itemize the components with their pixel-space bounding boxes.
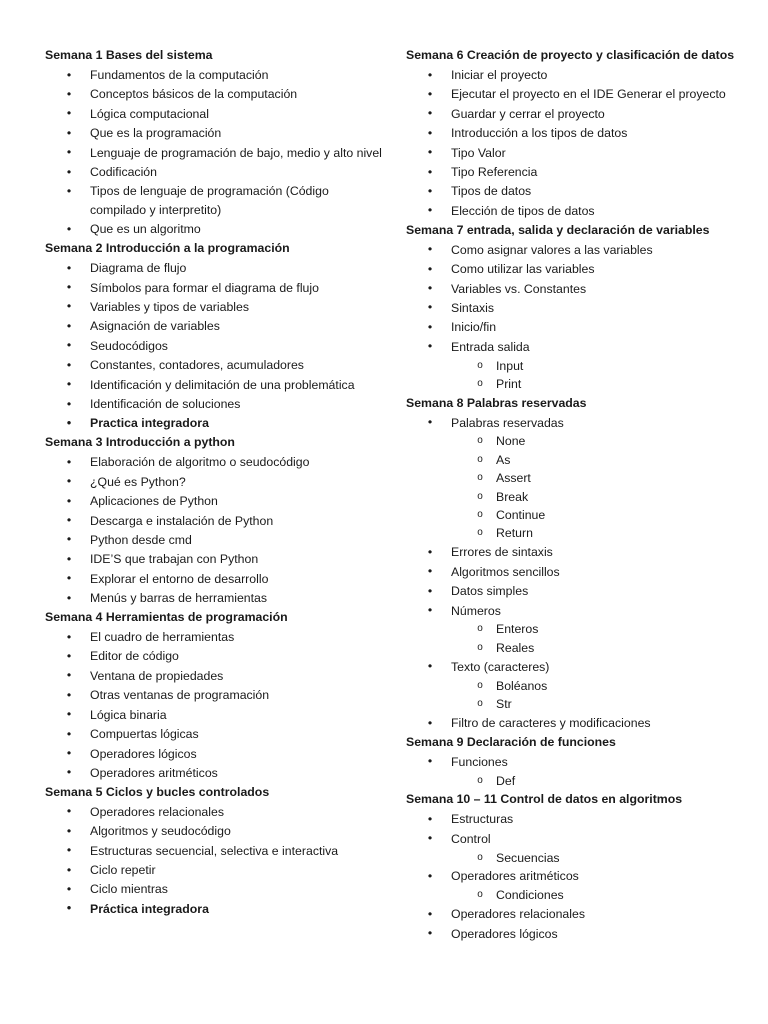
list-item-text: Filtro de caracteres y modificaciones	[451, 716, 651, 730]
bullet-icon: •	[427, 868, 433, 883]
list-item-text: Tipos de datos	[451, 184, 532, 199]
bullet-icon: •	[66, 454, 72, 469]
week-title: Semana 5 Ciclos y bucles controlados	[45, 784, 270, 799]
list-item-text: Conceptos básicos de la computación	[90, 87, 298, 102]
list-item	[406, 143, 746, 162]
bullet-icon: •	[66, 823, 72, 838]
bullet-icon: •	[66, 726, 72, 741]
bullet-icon: •	[427, 544, 433, 559]
bullet-icon: •	[66, 377, 72, 392]
sub-list-item-text: Boléanos	[496, 678, 548, 693]
list-item	[45, 104, 385, 123]
week-section	[406, 46, 746, 221]
topic-list	[406, 752, 746, 790]
list-item-text: Estructuras secuencial, selectiva e interactiva	[90, 843, 339, 858]
topic-list	[45, 66, 385, 240]
list-item-text: Ciclo mientras	[90, 882, 168, 897]
list-item	[406, 562, 746, 581]
list-item-text: Introducción a los tipos de datos	[451, 126, 628, 141]
list-item-text: Lenguaje de programación de bajo, medio y alto nivel	[90, 145, 382, 160]
list-item-text: Tipo Valor	[451, 145, 506, 160]
week-section	[406, 394, 746, 733]
bullet-icon: •	[427, 183, 433, 198]
bullet-icon: •	[66, 318, 72, 333]
topic-list	[45, 628, 385, 783]
list-item-text: Símbolos para formar el diagrama de flujo	[90, 280, 319, 295]
circle-bullet-icon: o	[477, 472, 483, 484]
bullet-icon: •	[427, 339, 433, 354]
bullet-icon: •	[66, 338, 72, 353]
sub-list-item-text: Input	[496, 358, 524, 373]
list-item	[406, 85, 746, 104]
circle-bullet-icon: o	[477, 527, 483, 539]
bullet-icon: •	[66, 221, 72, 236]
list-item-text: Funciones	[451, 754, 508, 769]
list-item	[406, 810, 746, 829]
list-item-text: Ventana de propiedades	[90, 668, 224, 683]
bullet-icon: •	[427, 164, 433, 179]
circle-bullet-icon: o	[477, 641, 483, 653]
circle-bullet-icon: o	[477, 378, 483, 390]
list-item-text: Menús y barras de herramientas	[90, 591, 268, 606]
list-item	[45, 66, 385, 85]
bullet-icon: •	[427, 319, 433, 334]
list-item-text: Elaboración de algoritmo o seudocódigo	[90, 455, 310, 470]
sub-list-item-text: As	[496, 452, 511, 467]
list-item	[45, 182, 385, 220]
week-section	[406, 221, 746, 394]
bullet-icon: •	[427, 242, 433, 257]
list-item	[45, 686, 385, 705]
list-item-text: Lógica binaria	[90, 707, 167, 722]
week-title: Semana 2 Introducción a la programación	[45, 241, 290, 256]
bullet-icon: •	[427, 603, 433, 618]
list-item-text: Python desde cmd	[90, 532, 192, 547]
list-item-text: Fundamentos de la computación	[90, 68, 269, 82]
bullet-icon: •	[66, 67, 72, 82]
left-column	[45, 46, 385, 919]
week-section	[406, 790, 746, 943]
bullet-icon: •	[66, 125, 72, 140]
bullet-icon: •	[66, 804, 72, 819]
circle-bullet-icon: o	[477, 490, 483, 502]
list-item	[406, 260, 746, 279]
bullet-icon: •	[427, 564, 433, 579]
list-item-text: Algoritmos y seudocódigo	[90, 824, 231, 839]
sub-list-item	[406, 432, 746, 450]
list-item-text: Diagrama de flujo	[90, 261, 187, 276]
sub-list-item	[406, 357, 746, 375]
list-item	[45, 744, 385, 763]
week-title: Semana 3 Introducción a python	[45, 435, 235, 450]
bullet-icon: •	[66, 513, 72, 528]
bullet-icon: •	[427, 583, 433, 598]
list-item	[45, 511, 385, 530]
bullet-icon: •	[427, 754, 433, 769]
sub-list-item	[406, 849, 746, 867]
sub-list-item	[406, 506, 746, 524]
bullet-icon: •	[66, 532, 72, 547]
bullet-icon: •	[427, 281, 433, 296]
list-item	[45, 589, 385, 608]
list-item-text: Sintaxis	[451, 300, 495, 315]
list-item-text: Operadores lógicos	[451, 926, 558, 941]
list-item	[406, 924, 746, 943]
list-item-text: Explorar el entorno de desarrollo	[90, 571, 269, 586]
bullet-icon: •	[66, 648, 72, 663]
list-item-text: Tipos de lenguaje de programación (Código compilado y interpretito)	[90, 184, 329, 217]
sub-list-item-text: None	[496, 434, 526, 449]
list-item	[45, 705, 385, 724]
bullet-icon: •	[66, 843, 72, 858]
list-item-text: Guardar y cerrar el proyecto	[451, 106, 605, 121]
list-item-text: Ejecutar el proyecto en el IDE Generar el proyecto	[451, 87, 726, 102]
bullet-icon: •	[427, 831, 433, 846]
bullet-icon: •	[66, 493, 72, 508]
list-item	[406, 829, 746, 848]
circle-bullet-icon: o	[477, 359, 483, 371]
bullet-icon: •	[66, 260, 72, 275]
bullet-icon: •	[66, 765, 72, 780]
sub-list-item-text: Reales	[496, 640, 535, 655]
topic-list	[406, 413, 746, 733]
list-item	[45, 356, 385, 375]
sub-list-item-text: Condiciones	[496, 888, 564, 903]
sub-list-item-text: Secuencias	[496, 850, 560, 865]
list-item	[45, 220, 385, 239]
bullet-icon: •	[66, 106, 72, 121]
list-item-text: Control	[451, 831, 491, 846]
list-item-text: Iniciar el proyecto	[451, 68, 548, 82]
list-item-text: Errores de sintaxis	[451, 545, 553, 560]
sub-list-item	[406, 620, 746, 638]
list-item-text: Operadores relacionales	[90, 804, 224, 819]
circle-bullet-icon: o	[477, 435, 483, 447]
week-section	[45, 608, 385, 783]
list-item-text: Que es la programación	[90, 126, 222, 141]
list-item-text: Compuertas lógicas	[90, 727, 199, 742]
circle-bullet-icon: o	[477, 453, 483, 465]
bullet-icon: •	[427, 86, 433, 101]
list-item	[45, 899, 385, 918]
week-section	[45, 433, 385, 608]
bullet-icon: •	[66, 164, 72, 179]
bullet-icon: •	[427, 715, 433, 730]
list-item-text: Tipo Referencia	[451, 165, 538, 180]
bullet-icon: •	[66, 299, 72, 314]
sub-list-item-text: Continue	[496, 508, 546, 523]
list-item-text: Estructuras	[451, 812, 514, 827]
bullet-icon: •	[427, 415, 433, 429]
list-item	[45, 530, 385, 549]
sub-list-item	[406, 772, 746, 790]
list-item-text: Editor de código	[90, 649, 179, 664]
list-item-text: Operadores aritméticos	[90, 765, 218, 780]
bullet-icon: •	[427, 106, 433, 121]
list-item	[406, 543, 746, 562]
bullet-icon: •	[427, 659, 433, 674]
list-item-text: Elección de tipos de datos	[451, 203, 595, 218]
week-title: Semana 1 Bases del sistema	[45, 48, 213, 62]
list-item	[406, 104, 746, 123]
list-item-text: Ciclo repetir	[90, 863, 156, 878]
list-item	[406, 714, 746, 733]
bullet-icon: •	[66, 862, 72, 877]
list-item	[45, 763, 385, 782]
week-section	[45, 783, 385, 919]
list-item	[45, 569, 385, 588]
list-item	[406, 752, 746, 771]
sub-list-item-text: Return	[496, 526, 533, 541]
bullet-icon: •	[66, 280, 72, 295]
list-item-text: Palabras reservadas	[451, 415, 564, 430]
list-item	[406, 657, 746, 676]
list-item	[45, 453, 385, 472]
bullet-icon: •	[427, 906, 433, 921]
sub-list-item	[406, 469, 746, 487]
week-title: Semana 6 Creación de proyecto y clasificación de datos	[406, 48, 735, 62]
list-item	[45, 336, 385, 355]
list-item	[45, 647, 385, 666]
list-item	[45, 666, 385, 685]
week-section	[45, 239, 385, 433]
list-item-text: Lógica computacional	[90, 106, 209, 121]
list-item	[45, 259, 385, 278]
circle-bullet-icon: o	[477, 509, 483, 521]
list-item-text: ¿Qué es Python?	[90, 474, 186, 489]
list-item	[45, 375, 385, 394]
list-item-text: Texto (caracteres)	[451, 659, 550, 674]
bullet-icon: •	[66, 145, 72, 160]
circle-bullet-icon: o	[477, 889, 483, 901]
list-item	[45, 317, 385, 336]
sub-list-item	[406, 524, 746, 542]
topic-list	[45, 802, 385, 918]
list-item	[406, 240, 746, 259]
bullet-icon: •	[427, 261, 433, 276]
list-item-text: Identificación de soluciones	[90, 397, 241, 411]
list-item	[406, 582, 746, 601]
week-section	[45, 46, 385, 239]
bullet-icon: •	[427, 300, 433, 315]
list-item	[45, 492, 385, 511]
bullet-icon: •	[66, 396, 72, 411]
sub-list-item	[406, 488, 746, 506]
sub-list-item-text: Def	[496, 773, 516, 788]
list-item	[45, 550, 385, 569]
bullet-icon: •	[66, 629, 72, 644]
list-item	[45, 802, 385, 821]
list-item-text: Inicio/fin	[451, 320, 497, 335]
bullet-icon: •	[66, 183, 72, 198]
list-item-text: Que es un algoritmo	[90, 222, 201, 237]
list-item	[45, 143, 385, 162]
sub-list-item	[406, 886, 746, 904]
sub-list-item-text: Assert	[496, 471, 531, 486]
topic-list	[45, 453, 385, 608]
bullet-icon: •	[427, 203, 433, 218]
list-item	[45, 163, 385, 182]
topic-list	[406, 66, 746, 221]
bullet-icon: •	[66, 551, 72, 566]
week-title: Semana 9 Declaración de funciones	[406, 734, 616, 749]
list-item-text: Como asignar valores a las variables	[451, 242, 653, 257]
sub-list-item	[406, 695, 746, 713]
week-title: Semana 7 entrada, salida y declaración de variables	[406, 222, 710, 237]
sub-list-item	[406, 677, 746, 695]
topic-list	[406, 810, 746, 944]
list-item	[45, 395, 385, 414]
sub-list-item-text: Enteros	[496, 622, 539, 637]
list-item	[406, 201, 746, 220]
list-item	[45, 725, 385, 744]
circle-bullet-icon: o	[477, 623, 483, 635]
list-item-text: Operadores relacionales	[451, 907, 585, 922]
list-item	[406, 413, 746, 432]
bullet-icon: •	[66, 474, 72, 489]
bullet-icon: •	[66, 357, 72, 372]
week-title: Semana 10 – 11 Control de datos en algoritmos	[406, 792, 683, 807]
bullet-icon: •	[427, 125, 433, 140]
list-item-text: Otras ventanas de programación	[90, 688, 270, 703]
list-item	[45, 297, 385, 316]
bullet-icon: •	[66, 571, 72, 586]
list-item	[406, 867, 746, 886]
week-title: Semana 8 Palabras reservadas	[406, 395, 587, 410]
bullet-icon: •	[66, 86, 72, 101]
list-item	[45, 414, 385, 433]
list-item	[406, 182, 746, 201]
list-item	[45, 124, 385, 143]
list-item	[406, 163, 746, 182]
list-item	[406, 298, 746, 317]
circle-bullet-icon: o	[477, 774, 483, 786]
list-item	[406, 124, 746, 143]
list-item-text: Operadores aritméticos	[451, 869, 579, 884]
sub-list-item-text: Str	[496, 697, 512, 712]
list-item-text: Codificación	[90, 165, 157, 180]
list-item	[406, 905, 746, 924]
list-item-text: Entrada salida	[451, 339, 530, 354]
topic-list	[45, 259, 385, 434]
list-item-text: Asignación de variables	[90, 319, 220, 334]
list-item-text: Algoritmos sencillos	[451, 564, 560, 579]
list-item	[45, 861, 385, 880]
list-item-text: Datos simples	[451, 584, 529, 599]
bullet-icon: •	[427, 926, 433, 941]
list-item	[45, 841, 385, 860]
list-item	[406, 66, 746, 85]
list-item-text: Identificación y delimitación de una problemática	[90, 377, 355, 392]
list-item-text: Práctica integradora	[90, 901, 209, 916]
list-item	[45, 880, 385, 899]
list-item-text: Números	[451, 603, 501, 618]
topic-list	[406, 240, 746, 393]
list-item	[45, 472, 385, 491]
list-item-text: Seudocódigos	[90, 338, 168, 353]
bullet-icon: •	[427, 811, 433, 826]
bullet-icon: •	[66, 687, 72, 702]
list-item-text: Variables vs. Constantes	[451, 281, 587, 296]
bullet-icon: •	[66, 901, 72, 916]
bullet-icon: •	[427, 67, 433, 82]
week-title: Semana 4 Herramientas de programación	[45, 610, 288, 625]
list-item	[406, 337, 746, 356]
list-item-text: Variables y tipos de variables	[90, 299, 250, 314]
sub-list-item-text: Print	[496, 377, 522, 392]
list-item	[45, 628, 385, 647]
list-item	[45, 822, 385, 841]
circle-bullet-icon: o	[477, 851, 483, 863]
list-item-text: Como utilizar las variables	[451, 262, 595, 277]
sub-list-item	[406, 375, 746, 393]
list-item-text: Descarga e instalación de Python	[90, 513, 274, 528]
circle-bullet-icon: o	[477, 679, 483, 691]
bullet-icon: •	[66, 668, 72, 683]
list-item	[406, 601, 746, 620]
list-item-text: Operadores lógicos	[90, 746, 197, 761]
list-item-text: IDE’S que trabajan con Python	[90, 552, 259, 567]
bullet-icon: •	[66, 590, 72, 605]
bullet-icon: •	[427, 145, 433, 160]
bullet-icon: •	[66, 881, 72, 896]
list-item-text: Aplicaciones de Python	[90, 494, 218, 509]
list-item-text: Constantes, contadores, acumuladores	[90, 358, 304, 373]
week-section	[406, 733, 746, 790]
sub-list-item-text: Break	[496, 489, 529, 504]
sub-list-item	[406, 639, 746, 657]
bullet-icon: •	[66, 415, 72, 430]
list-item	[406, 318, 746, 337]
list-item-text: El cuadro de herramientas	[90, 630, 235, 645]
list-item-text: Practica integradora	[90, 416, 209, 431]
sub-list-item	[406, 451, 746, 469]
right-column	[406, 46, 746, 944]
circle-bullet-icon: o	[477, 698, 483, 710]
bullet-icon: •	[66, 746, 72, 760]
list-item	[406, 279, 746, 298]
bullet-icon: •	[66, 707, 72, 722]
list-item	[45, 278, 385, 297]
list-item	[45, 85, 385, 104]
